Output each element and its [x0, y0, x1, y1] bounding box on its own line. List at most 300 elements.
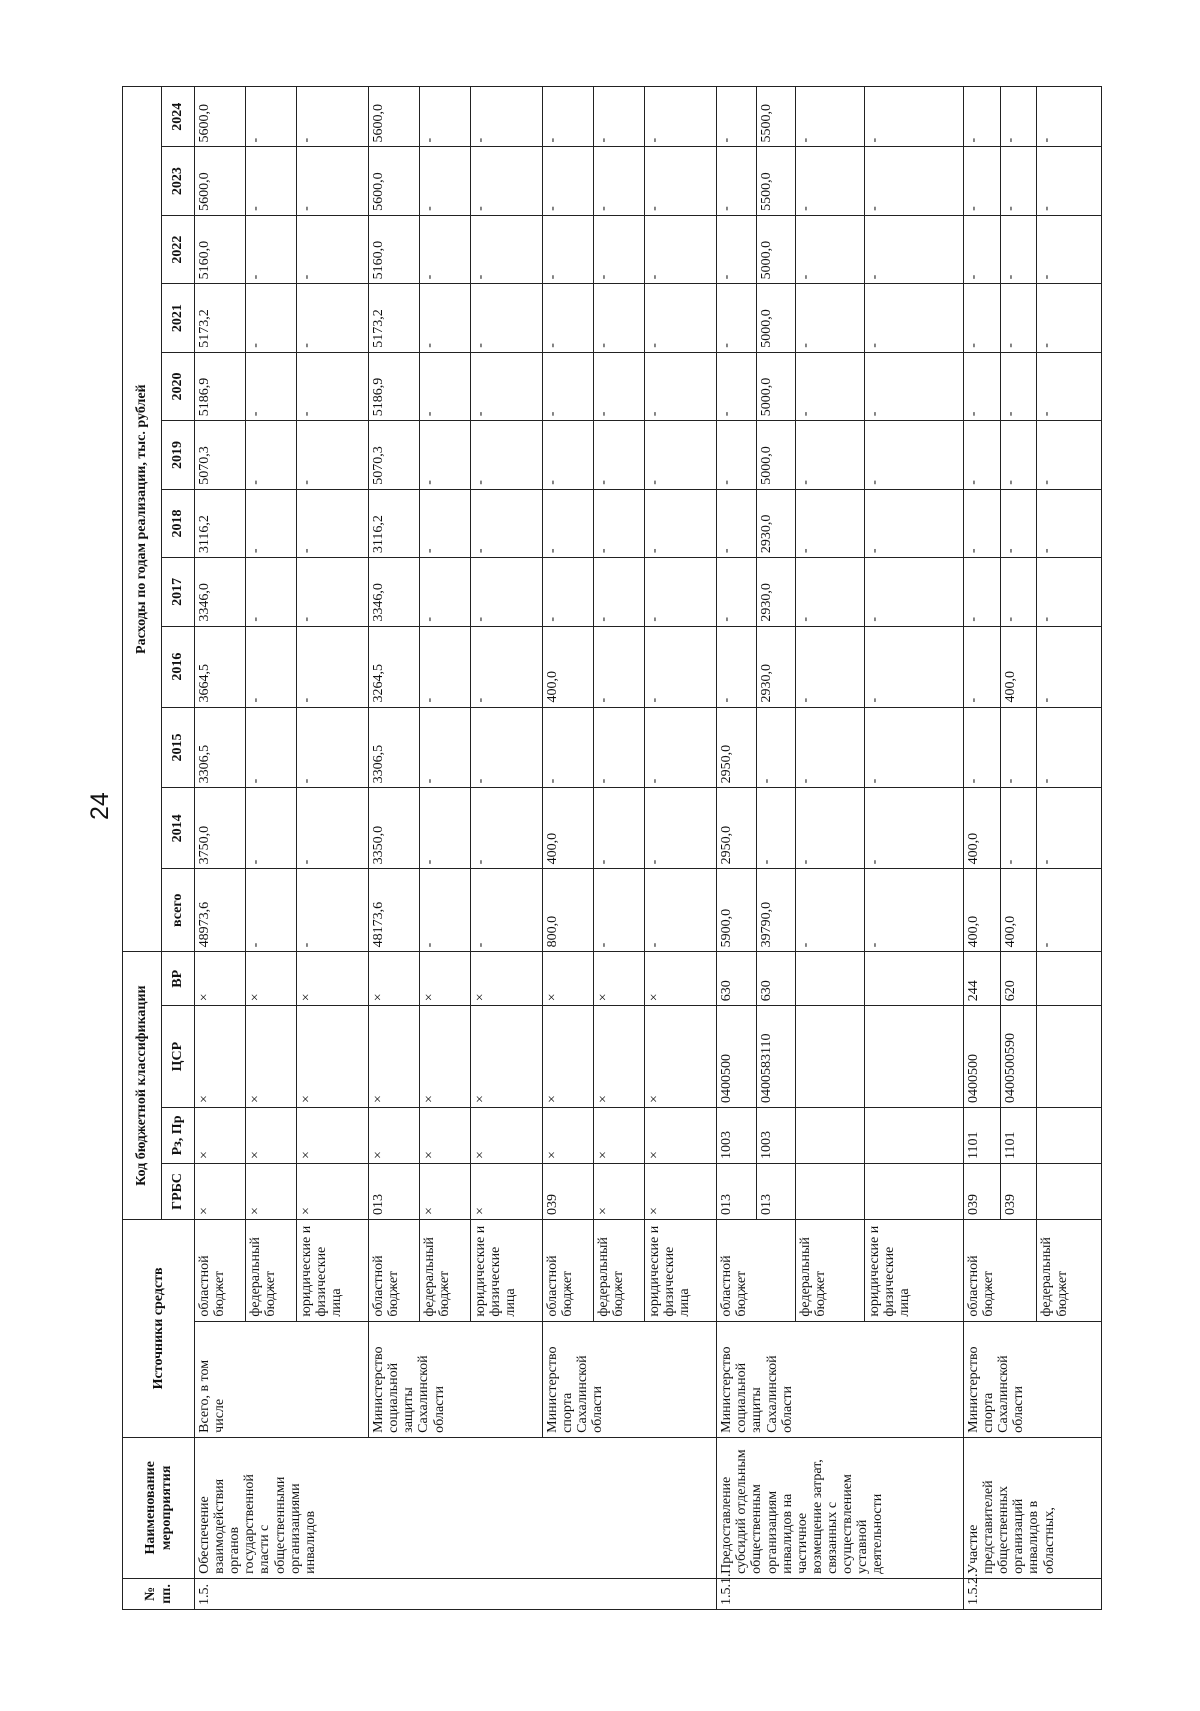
kbk-cell [865, 952, 964, 1006]
expense-cell: - [593, 421, 644, 489]
expense-cell: - [543, 352, 594, 420]
expense-cell: 2930,0 [756, 626, 795, 707]
kbk-cell: × [296, 1163, 369, 1219]
expense-cell: - [296, 489, 369, 557]
header-kbk: Код бюджетной классификации [123, 952, 162, 1220]
source-cell: юридические и физические лица [470, 1219, 543, 1321]
kbk-cell: × [419, 1006, 470, 1108]
expense-cell: 5600,0 [195, 87, 246, 147]
expense-cell: - [296, 215, 369, 283]
expense-cell: 5160,0 [369, 215, 420, 283]
page-number: 24 [86, 792, 114, 820]
expense-cell: 5500,0 [756, 147, 795, 215]
header-year-col: 2022 [162, 215, 195, 283]
expense-cell: - [1000, 284, 1037, 352]
expense-cell: - [865, 215, 964, 283]
expense-cell: - [245, 284, 296, 352]
expense-cell: - [964, 147, 1001, 215]
expense-cell: - [593, 788, 644, 869]
expense-cell: - [296, 421, 369, 489]
expense-cell: - [644, 284, 717, 352]
expense-cell: - [593, 147, 644, 215]
table-row [717, 87, 756, 1610]
expense-cell: - [419, 284, 470, 352]
table-body [195, 87, 1102, 1610]
source-cell: областной бюджет [369, 1219, 420, 1321]
header-row-top [123, 87, 162, 1610]
header-year-col: 2017 [162, 558, 195, 626]
expense-cell: - [865, 558, 964, 626]
expense-cell: - [796, 558, 865, 626]
expense-cell: 400,0 [1000, 869, 1037, 952]
expense-cell: - [245, 707, 296, 788]
kbk-cell: × [543, 1006, 594, 1108]
kbk-cell: × [369, 1107, 420, 1163]
expense-cell: - [717, 421, 756, 489]
header-year-col: 2024 [162, 87, 195, 147]
row-number: 1.5. [195, 1578, 717, 1609]
expense-cell: - [419, 626, 470, 707]
kbk-cell: 1003 [717, 1107, 756, 1163]
expense-cell: - [543, 489, 594, 557]
kbk-cell: × [245, 1006, 296, 1108]
expense-cell: - [644, 215, 717, 283]
expense-cell: - [245, 489, 296, 557]
source-cell: федеральный бюджет [1037, 1219, 1102, 1321]
header-year-col: всего [162, 869, 195, 952]
expense-cell: - [1037, 87, 1102, 147]
source-cell: областной бюджет [717, 1219, 796, 1321]
kbk-cell: 630 [756, 952, 795, 1006]
expense-cell: - [245, 626, 296, 707]
table-header [123, 87, 195, 1610]
expense-cell: - [865, 147, 964, 215]
expense-cell: - [796, 788, 865, 869]
kbk-cell: 0400500590 [1000, 1006, 1037, 1108]
expense-cell: - [717, 558, 756, 626]
expense-cell: - [644, 352, 717, 420]
expense-cell: 2930,0 [756, 558, 795, 626]
expense-cell: - [964, 87, 1001, 147]
kbk-cell: × [593, 1006, 644, 1108]
source-cell: областной бюджет [964, 1219, 1037, 1321]
expense-cell: 5070,3 [195, 421, 246, 489]
expense-cell: 3350,0 [369, 788, 420, 869]
kbk-cell: × [245, 1107, 296, 1163]
expense-cell: 5500,0 [756, 87, 795, 147]
expense-cell: - [865, 489, 964, 557]
expense-cell: - [1037, 869, 1102, 952]
expense-cell: - [1037, 215, 1102, 283]
row-number: 1.5.2. [964, 1578, 1102, 1609]
kbk-cell [865, 1163, 964, 1219]
kbk-cell: × [245, 1163, 296, 1219]
expense-cell: - [245, 87, 296, 147]
expense-cell: 400,0 [964, 869, 1001, 952]
expense-cell: - [470, 707, 543, 788]
expense-cell: - [1037, 788, 1102, 869]
table-row [369, 87, 420, 1610]
expense-cell: - [796, 87, 865, 147]
expense-cell: 39790,0 [756, 869, 795, 952]
expense-cell: 800,0 [543, 869, 594, 952]
expense-cell: - [796, 707, 865, 788]
expense-cell: - [964, 626, 1001, 707]
expense-cell: 3750,0 [195, 788, 246, 869]
header-sources: Источники средств [123, 1219, 195, 1437]
expense-cell: - [470, 147, 543, 215]
expense-cell: - [644, 558, 717, 626]
kbk-cell [796, 1006, 865, 1108]
kbk-cell: × [644, 1163, 717, 1219]
expense-cell: - [593, 626, 644, 707]
kbk-cell [796, 1163, 865, 1219]
expense-cell: - [296, 788, 369, 869]
expense-cell: - [593, 215, 644, 283]
header-year-col: 2020 [162, 352, 195, 420]
kbk-cell: × [195, 1163, 246, 1219]
expense-cell: 5173,2 [195, 284, 246, 352]
expense-cell: - [865, 87, 964, 147]
header-kbk-col: ВР [162, 952, 195, 1006]
expense-cell: 400,0 [543, 788, 594, 869]
kbk-cell: × [543, 952, 594, 1006]
kbk-cell: 1101 [1000, 1107, 1037, 1163]
expense-cell: - [419, 489, 470, 557]
expense-cell: - [296, 626, 369, 707]
executor-cell: Министерство социальной защиты Сахалинской области [717, 1321, 964, 1437]
header-num: № пп. [123, 1578, 195, 1609]
expense-cell: - [644, 87, 717, 147]
expense-cell: - [419, 87, 470, 147]
kbk-cell: × [593, 1163, 644, 1219]
expense-cell: 3346,0 [369, 558, 420, 626]
executor-cell: Всего, в том числе [195, 1321, 369, 1437]
kbk-cell: × [543, 1107, 594, 1163]
table-row [964, 87, 1001, 1610]
expense-cell: 48973,6 [195, 869, 246, 952]
kbk-cell: 630 [717, 952, 756, 1006]
expense-cell: - [245, 869, 296, 952]
executor-cell: Министерство социальной защиты Сахалинской области [369, 1321, 543, 1437]
expense-cell: - [964, 421, 1001, 489]
expense-cell: - [644, 421, 717, 489]
expense-cell: 400,0 [964, 788, 1001, 869]
expense-cell: 5900,0 [717, 869, 756, 952]
expense-cell: 5186,9 [369, 352, 420, 420]
expense-cell: - [1000, 788, 1037, 869]
expense-cell: - [964, 352, 1001, 420]
header-year-col: 2023 [162, 147, 195, 215]
header-year-col: 2015 [162, 707, 195, 788]
expense-cell: - [796, 421, 865, 489]
expense-cell: - [543, 707, 594, 788]
expense-cell: - [419, 215, 470, 283]
kbk-cell: × [369, 1006, 420, 1108]
expense-cell: - [865, 284, 964, 352]
expense-cell: - [1000, 707, 1037, 788]
kbk-cell: × [245, 952, 296, 1006]
expense-cell: - [796, 215, 865, 283]
expense-cell: 5000,0 [756, 284, 795, 352]
expense-cell: - [717, 352, 756, 420]
expense-cell: - [593, 869, 644, 952]
source-cell: федеральный бюджет [245, 1219, 296, 1321]
expense-cell: - [245, 352, 296, 420]
expense-cell: - [470, 626, 543, 707]
kbk-cell: × [470, 1107, 543, 1163]
activity-name: Предоставление субсидий отдельным общественным организациям инвалидов на частичное возмещение затрат, связанных с осуществлением уставной деятельности [717, 1437, 964, 1578]
expense-cell: 3264,5 [369, 626, 420, 707]
expense-cell: - [543, 421, 594, 489]
source-cell: областной бюджет [543, 1219, 594, 1321]
expense-cell: - [644, 707, 717, 788]
expense-cell: - [717, 147, 756, 215]
expense-cell: 5600,0 [195, 147, 246, 215]
source-cell: федеральный бюджет [796, 1219, 865, 1321]
kbk-cell: 1003 [756, 1107, 795, 1163]
kbk-cell: 013 [717, 1163, 756, 1219]
kbk-cell: × [195, 1107, 246, 1163]
source-cell: юридические и физические лица [644, 1219, 717, 1321]
kbk-cell: 039 [1000, 1163, 1037, 1219]
expense-cell: - [644, 869, 717, 952]
expense-cell: 48173,6 [369, 869, 420, 952]
kbk-cell [1037, 1107, 1102, 1163]
expense-cell: - [245, 558, 296, 626]
expense-cell: - [717, 87, 756, 147]
expense-cell: 3664,5 [195, 626, 246, 707]
expense-cell: - [296, 147, 369, 215]
kbk-cell: 1101 [964, 1107, 1001, 1163]
activity-name: Участие представителей общественных организаций инвалидов в областных, [964, 1437, 1102, 1578]
kbk-cell: × [195, 952, 246, 1006]
expense-cell: - [796, 626, 865, 707]
expense-cell: 5173,2 [369, 284, 420, 352]
expense-cell: - [1037, 558, 1102, 626]
expense-cell: - [865, 626, 964, 707]
expense-cell: - [296, 352, 369, 420]
budget-table [122, 86, 1102, 1610]
header-year-col: 2021 [162, 284, 195, 352]
expense-cell: - [796, 147, 865, 215]
expense-cell: - [865, 707, 964, 788]
kbk-cell: × [470, 1163, 543, 1219]
expense-cell: - [245, 147, 296, 215]
expense-cell: - [865, 788, 964, 869]
header-year-col: 2016 [162, 626, 195, 707]
expense-cell: - [717, 489, 756, 557]
expense-cell: - [543, 284, 594, 352]
expense-cell: 3116,2 [369, 489, 420, 557]
source-cell: юридические и физические лица [865, 1219, 964, 1321]
expense-cell: 5186,9 [195, 352, 246, 420]
expense-cell: - [717, 215, 756, 283]
expense-cell: - [644, 147, 717, 215]
source-cell: юридические и физические лица [296, 1219, 369, 1321]
expense-cell: - [1000, 147, 1037, 215]
expense-cell: - [419, 352, 470, 420]
expense-cell: - [245, 421, 296, 489]
expense-cell: - [470, 788, 543, 869]
kbk-cell: × [419, 952, 470, 1006]
expense-cell: - [865, 421, 964, 489]
expense-cell: - [1037, 489, 1102, 557]
expense-cell: - [593, 284, 644, 352]
kbk-cell: × [369, 952, 420, 1006]
header-name: Наименование мероприятия [123, 1437, 195, 1578]
expense-cell: - [796, 352, 865, 420]
table-row [195, 87, 246, 1610]
expense-cell: - [470, 352, 543, 420]
expense-cell: - [1037, 284, 1102, 352]
header-kbk-col: Рз, Пр [162, 1107, 195, 1163]
expense-cell: - [543, 558, 594, 626]
executor-cell: Министерство спорта Сахалинской области [543, 1321, 717, 1437]
kbk-cell: 620 [1000, 952, 1037, 1006]
kbk-cell: × [296, 1107, 369, 1163]
kbk-cell: 039 [543, 1163, 594, 1219]
expense-cell: - [296, 707, 369, 788]
expense-cell: - [543, 147, 594, 215]
expense-cell: - [1037, 626, 1102, 707]
rotated-table-wrapper [122, 86, 1102, 1610]
expense-cell: - [245, 215, 296, 283]
expense-cell: - [1037, 707, 1102, 788]
expense-cell: 3306,5 [195, 707, 246, 788]
kbk-cell: × [419, 1163, 470, 1219]
row-number: 1.5.1. [717, 1578, 964, 1609]
expense-cell: - [419, 421, 470, 489]
expense-cell: - [1037, 421, 1102, 489]
expense-cell: - [1000, 421, 1037, 489]
expense-cell: - [296, 558, 369, 626]
expense-cell: 5000,0 [756, 352, 795, 420]
header-kbk-col: ЦСР [162, 1006, 195, 1108]
source-cell: федеральный бюджет [419, 1219, 470, 1321]
expense-cell: - [470, 215, 543, 283]
expense-cell: 5600,0 [369, 147, 420, 215]
expense-cell: - [1037, 352, 1102, 420]
kbk-cell [865, 1107, 964, 1163]
header-year-col: 2019 [162, 421, 195, 489]
expense-cell: - [644, 489, 717, 557]
kbk-cell: × [419, 1107, 470, 1163]
expense-cell: - [593, 87, 644, 147]
expense-cell: - [470, 558, 543, 626]
expense-cell: - [296, 87, 369, 147]
expense-cell: - [470, 284, 543, 352]
expense-cell: - [964, 707, 1001, 788]
expense-cell: 3346,0 [195, 558, 246, 626]
expense-cell: - [865, 352, 964, 420]
expense-cell: - [717, 284, 756, 352]
kbk-cell [796, 1107, 865, 1163]
expense-cell: - [419, 788, 470, 869]
expense-cell: - [1000, 215, 1037, 283]
kbk-cell: × [644, 952, 717, 1006]
kbk-cell: × [644, 1006, 717, 1108]
expense-cell: - [296, 284, 369, 352]
expense-cell: - [964, 558, 1001, 626]
expense-cell: 2930,0 [756, 489, 795, 557]
kbk-cell: × [644, 1107, 717, 1163]
expense-cell: - [419, 707, 470, 788]
expense-cell: 5000,0 [756, 215, 795, 283]
expense-cell: 3306,5 [369, 707, 420, 788]
expense-cell: 400,0 [1000, 626, 1037, 707]
expense-cell: - [796, 869, 865, 952]
expense-cell: - [964, 489, 1001, 557]
expense-cell: - [543, 87, 594, 147]
expense-cell: - [1037, 147, 1102, 215]
expense-cell: - [1000, 352, 1037, 420]
expense-cell: - [593, 558, 644, 626]
expense-cell: 400,0 [543, 626, 594, 707]
expense-cell: - [419, 147, 470, 215]
expense-cell: 5160,0 [195, 215, 246, 283]
expense-cell: - [593, 489, 644, 557]
kbk-cell: 244 [964, 952, 1001, 1006]
expense-cell: - [717, 626, 756, 707]
kbk-cell: 013 [369, 1163, 420, 1219]
kbk-cell: × [593, 1107, 644, 1163]
expense-cell: - [1000, 489, 1037, 557]
expense-cell: - [593, 707, 644, 788]
expense-cell: - [865, 869, 964, 952]
expense-cell: - [419, 558, 470, 626]
expense-cell: - [419, 869, 470, 952]
header-year-col: 2018 [162, 489, 195, 557]
expense-cell: - [644, 788, 717, 869]
expense-cell: - [964, 284, 1001, 352]
kbk-cell: × [593, 952, 644, 1006]
header-year-col: 2014 [162, 788, 195, 869]
kbk-cell: × [195, 1006, 246, 1108]
kbk-cell: 0400500 [964, 1006, 1001, 1108]
kbk-cell: × [470, 952, 543, 1006]
table-row [543, 87, 594, 1610]
expense-cell: - [644, 626, 717, 707]
expense-cell: - [470, 489, 543, 557]
header-expenses: Расходы по годам реализации, тыс. рублей [123, 87, 162, 952]
kbk-cell [796, 952, 865, 1006]
expense-cell: - [470, 87, 543, 147]
kbk-cell: × [470, 1006, 543, 1108]
expense-cell: 2950,0 [717, 788, 756, 869]
header-kbk-col: ГРБС [162, 1163, 195, 1219]
expense-cell: 5070,3 [369, 421, 420, 489]
activity-name: Обеспечение взаимодействия органов государственной власти с общественными организациями инвалидов [195, 1437, 717, 1578]
expense-cell: - [1000, 87, 1037, 147]
expense-cell: - [543, 215, 594, 283]
expense-cell: 3116,2 [195, 489, 246, 557]
kbk-cell [1037, 1006, 1102, 1108]
kbk-cell: 039 [964, 1163, 1001, 1219]
kbk-cell: 0400583110 [756, 1006, 795, 1108]
kbk-cell: × [296, 952, 369, 1006]
expense-cell: - [470, 421, 543, 489]
source-cell: федеральный бюджет [593, 1219, 644, 1321]
kbk-cell [865, 1006, 964, 1108]
expense-cell: - [593, 352, 644, 420]
expense-cell: - [796, 489, 865, 557]
expense-cell: - [245, 788, 296, 869]
expense-cell: - [796, 284, 865, 352]
kbk-cell: 013 [756, 1163, 795, 1219]
kbk-cell: 0400500 [717, 1006, 756, 1108]
kbk-cell [1037, 952, 1102, 1006]
